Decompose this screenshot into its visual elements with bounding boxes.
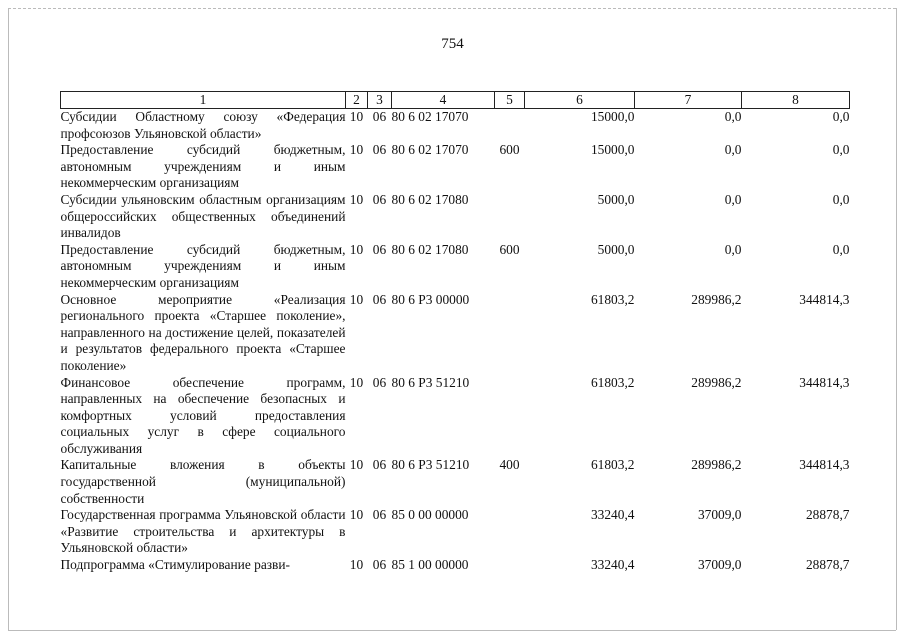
row-amount-col7: 0,0 (724, 109, 742, 124)
row-expense-type-code (495, 292, 525, 375)
row-section-code: 10 (349, 457, 364, 473)
row-amount-col8: 0,0 (832, 191, 850, 207)
row-amount-col7: 289986,2 (691, 457, 742, 473)
row-amount-col7: 289986,2 (691, 374, 742, 390)
row-subsection-code: 06 (372, 142, 387, 158)
column-header: 8 (742, 92, 850, 109)
page-border-top (8, 8, 896, 9)
row-subsection-code: 06 (372, 241, 387, 257)
column-header: 5 (495, 92, 525, 109)
row-target-article-code: 85 0 00 00000 (391, 507, 469, 523)
row-expense-type-code: 600 (499, 142, 520, 158)
row-target-article-code: 80 6 02 17080 (391, 191, 469, 207)
row-expense-type-code: 600 (499, 241, 520, 257)
row-expense-type-code (495, 109, 525, 143)
table-row (61, 192, 850, 242)
row-amount-col7: 37009,0 (697, 557, 742, 573)
column-header: 1 (61, 92, 346, 109)
row-amount-col8: 28878,7 (805, 557, 850, 573)
row-target-article-code: 80 6 P3 51210 (391, 374, 470, 390)
row-amount-col7: 289986,2 (691, 291, 742, 307)
row-amount-col8: 344814,3 (799, 374, 850, 390)
row-target-article-code: 80 6 P3 51210 (391, 457, 470, 473)
row-amount-col6: 61803,2 (590, 457, 635, 473)
row-subsection-code: 06 (372, 291, 387, 307)
page-border-left (8, 8, 9, 630)
row-section-code: 10 (349, 109, 364, 124)
row-amount-col6: 15000,0 (590, 109, 635, 124)
row-amount-col6: 61803,2 (590, 291, 635, 307)
row-amount-col6: 5000,0 (597, 241, 635, 257)
row-amount-col8: 0,0 (832, 109, 850, 124)
row-expense-type-code (495, 557, 525, 574)
column-header: 7 (635, 92, 742, 109)
row-expense-type-code (495, 192, 525, 242)
table-row (61, 242, 850, 292)
row-amount-col8: 344814,3 (799, 291, 850, 307)
table-body (61, 109, 850, 574)
row-section-code: 10 (349, 557, 364, 573)
row-target-article-code: 80 6 02 17070 (391, 142, 469, 158)
table-row (61, 142, 850, 192)
row-amount-col6: 15000,0 (590, 142, 635, 158)
row-target-article-code: 80 6 02 17070 (391, 109, 469, 124)
row-subsection-code: 06 (372, 374, 387, 390)
column-header: 6 (525, 92, 635, 109)
table-row (61, 292, 850, 375)
row-description: Капитальные вложения в объекты государственной (муниципальной) собственности (60, 457, 346, 506)
row-description: Государственная программа Ульяновской области «Развитие строительства и архитектуры в Ульяновской области» (60, 507, 346, 556)
column-header: 3 (368, 92, 392, 109)
row-amount-col6: 5000,0 (597, 191, 635, 207)
row-amount-col7: 0,0 (724, 191, 742, 207)
table-row (61, 457, 850, 507)
row-amount-col6: 33240,4 (590, 507, 635, 523)
row-amount-col6: 61803,2 (590, 374, 635, 390)
row-expense-type-code: 400 (499, 457, 520, 473)
budget-table (60, 91, 850, 574)
column-header: 4 (392, 92, 495, 109)
row-description: Субсидии Областному союзу «Федерация профсоюзов Ульяновской области» (60, 109, 346, 141)
table-row (61, 109, 850, 143)
row-section-code: 10 (349, 507, 364, 523)
page-border-right (896, 8, 897, 630)
row-expense-type-code (495, 375, 525, 458)
row-target-article-code: 80 6 P3 00000 (391, 291, 470, 307)
page-border-bottom (8, 630, 896, 631)
row-target-article-code: 80 6 02 17080 (391, 241, 469, 257)
row-description: Предоставление субсидий бюджетным, автономным учреждениям и иным некоммерческим организациям (60, 241, 346, 290)
table-row (61, 507, 850, 557)
row-amount-col8: 344814,3 (799, 457, 850, 473)
column-number-row (61, 92, 850, 109)
table-row (61, 557, 850, 574)
row-subsection-code: 06 (372, 557, 387, 573)
row-subsection-code: 06 (372, 507, 387, 523)
row-target-article-code: 85 1 00 00000 (391, 557, 469, 573)
row-description: Предоставление субсидий бюджетным, автономным учреждениям и иным некоммерческим организациям (60, 142, 346, 191)
row-amount-col8: 0,0 (832, 241, 850, 257)
row-amount-col8: 28878,7 (805, 507, 850, 523)
row-section-code: 10 (349, 291, 364, 307)
row-section-code: 10 (349, 241, 364, 257)
row-amount-col8: 0,0 (832, 142, 850, 158)
row-amount-col6: 33240,4 (590, 557, 635, 573)
row-section-code: 10 (349, 191, 364, 207)
table-row (61, 375, 850, 458)
row-section-code: 10 (349, 374, 364, 390)
row-description: Подпрограмма «Стимулирование разви- (60, 557, 291, 573)
column-header: 2 (346, 92, 368, 109)
row-expense-type-code (495, 507, 525, 557)
row-section-code: 10 (349, 142, 364, 158)
page-number: 754 (441, 36, 464, 52)
row-amount-col7: 0,0 (724, 241, 742, 257)
row-subsection-code: 06 (372, 191, 387, 207)
row-description: Финансовое обеспечение программ, направленных на обеспечение безопасных и комфортных условий предоставления социальных услуг в сфере социального обслуживания (60, 374, 346, 456)
row-amount-col7: 37009,0 (697, 507, 742, 523)
row-subsection-code: 06 (372, 457, 387, 473)
row-description: Основное мероприятие «Реализация регионального проекта «Старшее поколение», направленного на достижение целей, показателей и результатов федерального проекта «Старшее поколение» (60, 291, 346, 373)
row-amount-col7: 0,0 (724, 142, 742, 158)
row-description: Субсидии ульяновским областным организациям общероссийских общественных объединений инвалидов (60, 191, 346, 241)
row-subsection-code: 06 (372, 109, 387, 124)
